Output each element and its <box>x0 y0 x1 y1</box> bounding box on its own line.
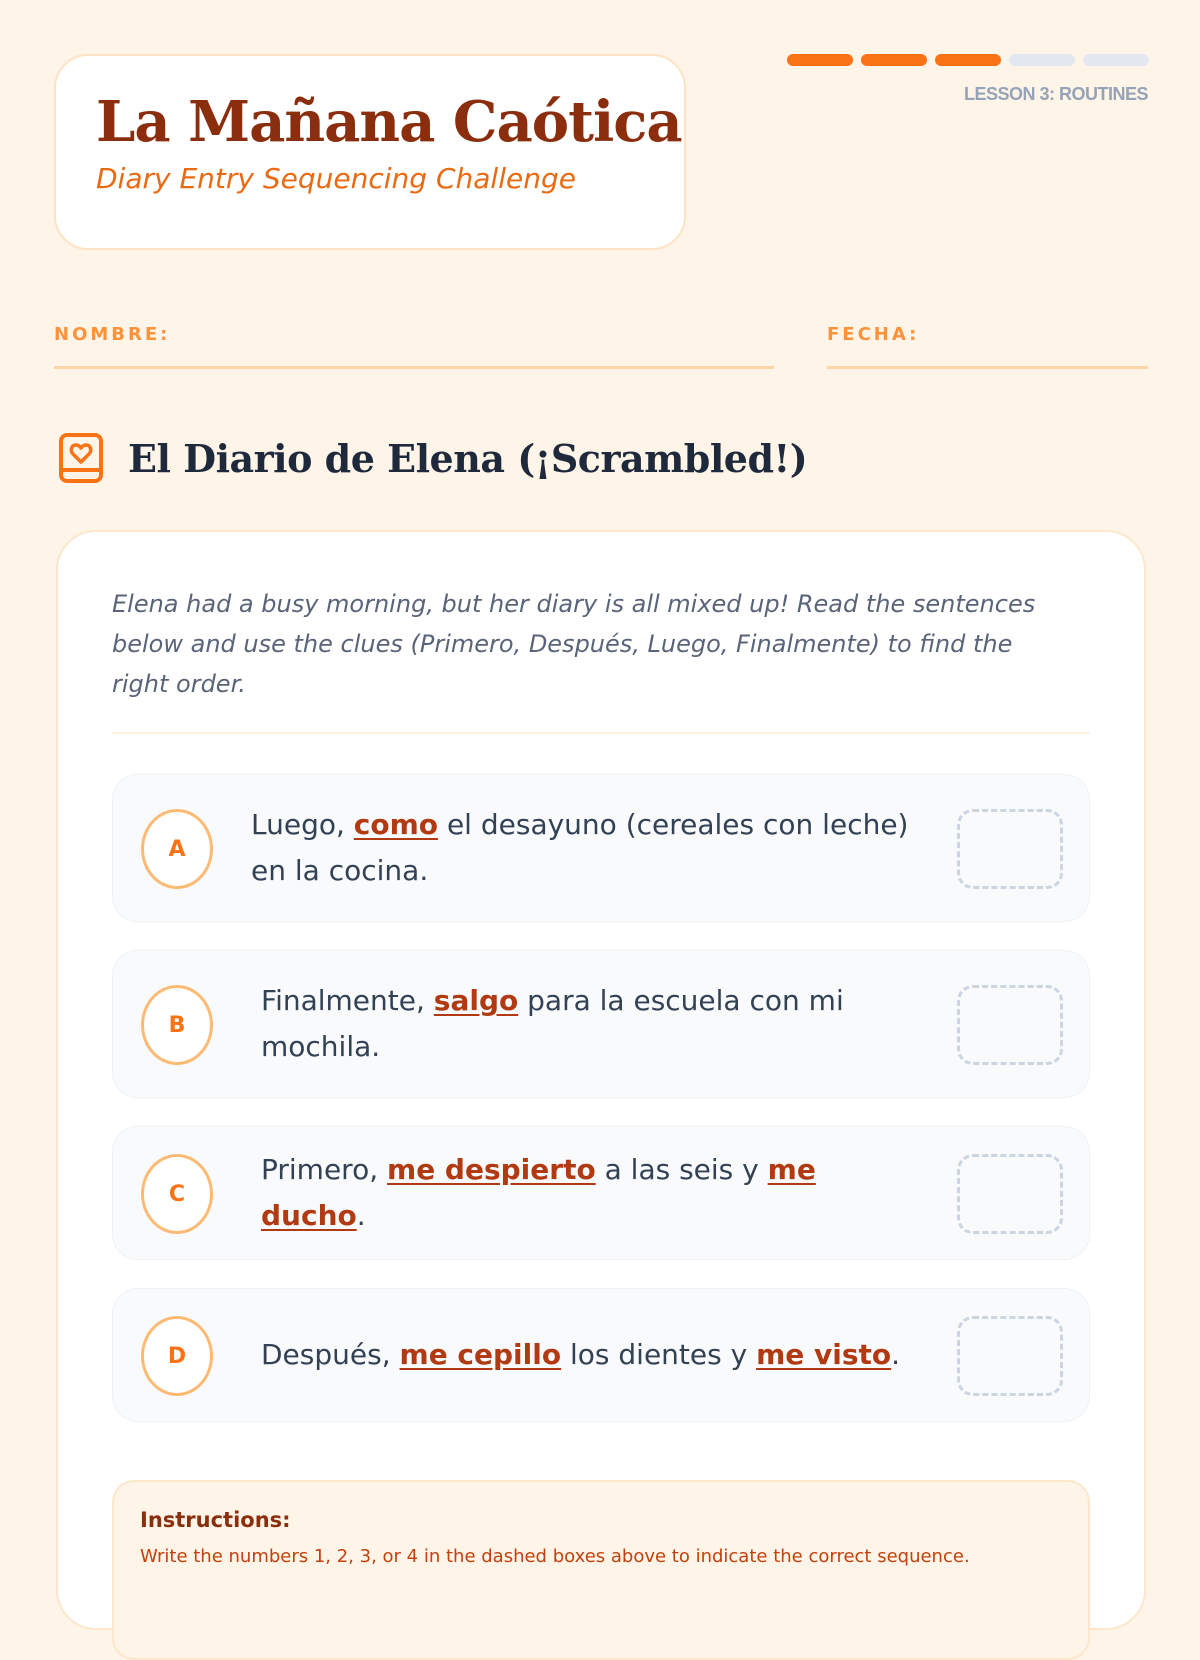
page-subtitle: Diary Entry Sequencing Challenge <box>96 162 576 195</box>
sentence-card <box>112 950 1090 1098</box>
sentence-part: el desayuno (cereales con leche) en la cocina. <box>251 808 909 887</box>
exercise-card <box>56 530 1146 1630</box>
sentence-part: Primero, <box>261 1153 388 1186</box>
verb-highlight: me despierto <box>387 1153 596 1186</box>
sentence-letter-badge: C <box>141 1154 213 1234</box>
lesson-progress-bar <box>787 54 1149 66</box>
sentence-letter-badge: A <box>141 809 213 889</box>
progress-segment <box>935 54 1001 66</box>
sentence-letter-badge: D <box>141 1316 213 1396</box>
date-field-label: FECHA: <box>827 324 920 345</box>
verb-highlight: me ducho <box>261 1153 816 1232</box>
section-title: El Diario de Elena (¡Scrambled!) <box>128 435 808 481</box>
name-field-label: NOMBRE: <box>54 324 171 345</box>
title-card <box>54 54 686 250</box>
section-heading <box>58 432 807 484</box>
sentence-text <box>261 978 921 1070</box>
sentence-part: a las seis y <box>595 1153 768 1186</box>
progress-segment <box>1009 54 1075 66</box>
sentence-part: Finalmente, <box>261 984 434 1017</box>
sentence-text <box>261 1332 921 1378</box>
name-field[interactable] <box>54 324 774 369</box>
answer-box[interactable] <box>957 1316 1063 1396</box>
intro-text: Elena had a busy morning, but her diary is all mixed up! Read the sentences below and use the clues (Primero, Después, Luego, Finalmente) to find the right order. <box>112 590 1036 698</box>
instructions-box <box>112 1480 1090 1660</box>
verb-highlight: como <box>353 808 439 841</box>
instructions-body: Write the numbers 1, 2, 3, or 4 in the dashed boxes above to indicate the correct sequence. <box>140 1546 970 1567</box>
sentence-part: Luego, <box>251 808 354 841</box>
sentence-part: los dientes y <box>561 1338 757 1371</box>
sentence-text <box>251 802 911 894</box>
answer-box[interactable] <box>957 1154 1063 1234</box>
sentence-card <box>112 1126 1090 1260</box>
sentence-part: . <box>891 1338 901 1371</box>
sentence-part: Después, <box>261 1338 400 1371</box>
lesson-label: LESSON 3: ROUTINES <box>963 84 1148 104</box>
sentence-part: . <box>356 1199 366 1232</box>
divider <box>112 732 1090 734</box>
answer-box[interactable] <box>957 809 1063 889</box>
answer-box[interactable] <box>957 985 1063 1065</box>
sentence-letter-badge: B <box>141 985 213 1065</box>
verb-highlight: salgo <box>433 984 519 1017</box>
sentence-card <box>112 1288 1090 1422</box>
page-title: La Mañana Caótica <box>96 89 682 155</box>
sentence-card <box>112 774 1090 922</box>
sentence-part: para la escuela con mi mochila. <box>261 984 844 1063</box>
progress-segment <box>1083 54 1149 66</box>
instructions-title: Instructions: <box>140 1508 291 1532</box>
date-field[interactable] <box>827 324 1148 369</box>
progress-segment <box>787 54 853 66</box>
sentence-text <box>261 1147 921 1239</box>
diary-heart-icon <box>58 432 104 484</box>
progress-segment <box>861 54 927 66</box>
verb-highlight: me visto <box>756 1338 892 1371</box>
verb-highlight: me cepillo <box>399 1338 562 1371</box>
